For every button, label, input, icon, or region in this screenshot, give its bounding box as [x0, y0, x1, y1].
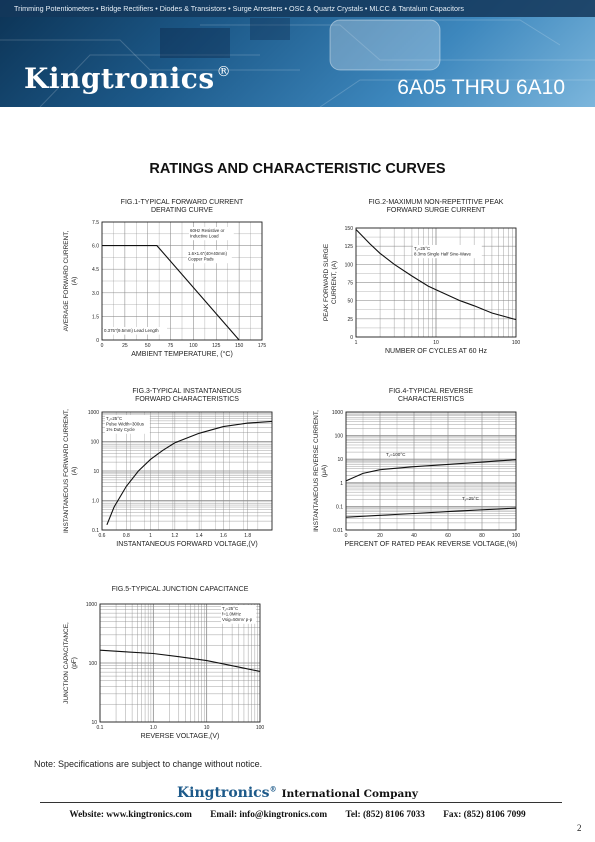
y-axis-label: AVERAGE FORWARD CURRENT, [63, 230, 70, 332]
y-tick-label: 100 [334, 433, 343, 440]
x-tick-label: 75 [167, 343, 174, 349]
annotation-text: 1% Duty Cycle [106, 427, 135, 433]
chart-fig3-forward [60, 384, 290, 556]
y-tick-label: 1.0 [92, 498, 99, 505]
y-axis-label: INSTANTANEOUS REVERSE CURRENT, [313, 410, 320, 532]
annotation-text: T⁁=25°C [106, 416, 123, 421]
annotation-text: f=1.0MHz [222, 611, 241, 617]
y-tick-label: 0.01 [333, 528, 343, 534]
annotation-text: 0.375"(9.5mm) Lead Length [104, 328, 159, 333]
footer-contact [0, 810, 595, 820]
grid [356, 228, 516, 337]
x-tick-label: 25 [122, 343, 128, 349]
x-tick-label: 60 [445, 533, 451, 539]
y-tick-label: 150 [344, 226, 353, 232]
footer-website[interactable]: Website: www.kingtronics.com [69, 810, 192, 820]
chart-title: FIG.3-TYPICAL INSTANTANEOUS [132, 388, 242, 395]
x-tick-label: 1 [149, 533, 152, 539]
header-banner [0, 0, 595, 107]
x-tick-label: 50 [144, 343, 151, 349]
y-axis-label: JUNCTION CAPACITANCE, [63, 622, 70, 704]
y-axis-label: (A) [71, 466, 78, 476]
footer-email[interactable]: Email: info@kingtronics.com [210, 810, 328, 820]
x-tick-label: 1.0 [149, 725, 157, 731]
y-tick-label: 100 [90, 439, 99, 446]
y-tick-label: 25 [347, 316, 353, 323]
y-tick-label: 3.0 [92, 290, 99, 297]
y-tick-label: 10 [93, 469, 99, 475]
kingtronics-logo: Kingtronics ® [24, 62, 232, 95]
y-tick-label: 0 [96, 338, 99, 344]
footer-company: International Company [281, 788, 418, 800]
x-tick-label: 100 [189, 343, 198, 349]
y-axis-label: CURRENT, (A) [331, 260, 338, 305]
chart-title: DERATING CURVE [151, 207, 213, 214]
y-axis-label: (pF) [71, 657, 78, 669]
x-tick-label: 0.1 [96, 725, 104, 731]
chart-title: FORWARD CHARACTERISTICS [135, 396, 239, 403]
series-line [100, 650, 260, 671]
chart-title: FIG.1-TYPICAL FORWARD CURRENT [120, 199, 244, 206]
y-tick-label: 100 [88, 661, 97, 667]
y-tick-label: 50 [347, 298, 353, 305]
x-tick-label: 1.6 [219, 533, 227, 539]
chart-fig4-reverse [310, 384, 535, 556]
y-axis-label: PEAK FORWARD SURGE [323, 243, 330, 322]
chart-fig2-surge [320, 195, 535, 360]
x-tick-label: 150 [234, 343, 244, 349]
annotation-text: T⁁=25°C [414, 246, 431, 251]
x-axis-label: NUMBER OF CYCLES AT 60 Hz [384, 348, 488, 355]
y-axis-label: (μA) [321, 464, 328, 478]
page-number: 2 [577, 823, 582, 833]
y-tick-label: 1.5 [92, 314, 99, 321]
series-label: T⁁=25°C [462, 496, 479, 501]
chart-fig1-derating [60, 195, 290, 360]
x-tick-label: 1.8 [244, 533, 252, 539]
grid [102, 222, 262, 340]
y-tick-label: 75 [347, 280, 353, 287]
y-tick-label: 125 [344, 244, 353, 251]
x-tick-label: 10 [433, 340, 439, 346]
y-tick-label: 6.0 [92, 243, 99, 250]
x-axis-label: AMBIENT TEMPERATURE, (°C) [131, 351, 233, 358]
annotation-text: 1.6×1.6"(40×40mm) [188, 251, 227, 256]
x-tick-label: 40 [411, 533, 417, 539]
chart-title: CHARACTERISTICS [397, 396, 465, 403]
x-tick-label: 1 [354, 340, 358, 346]
part-number: 6A05 THRU 6A10 [397, 76, 565, 99]
x-axis-label: PERCENT OF RATED PEAK REVERSE VOLTAGE,(%) [344, 541, 518, 548]
y-tick-label: 1000 [85, 602, 97, 608]
x-tick-label: 80 [479, 533, 485, 539]
chart-title: FIG.5-TYPICAL JUNCTION CAPACITANCE [111, 586, 249, 593]
x-tick-label: 100 [255, 725, 265, 731]
x-tick-label: 100 [511, 340, 521, 346]
y-tick-label: 1000 [331, 410, 343, 416]
chart-title: FORWARD SURGE CURRENT [386, 207, 486, 214]
annotation-text: Vsig=50mV p-p [222, 617, 253, 623]
footer-logo: Kingtronics® International Company [177, 784, 418, 801]
specification-note: Note: Specifications are subject to change without notice. [34, 759, 263, 769]
x-tick-label: 0.8 [122, 533, 130, 539]
x-tick-label: 0 [100, 343, 104, 349]
x-tick-label: 20 [377, 533, 383, 539]
x-tick-label: 10 [203, 725, 210, 731]
y-tick-label: 1 [340, 480, 343, 487]
page-title: RATINGS AND CHARACTERISTIC CURVES [149, 161, 446, 177]
y-tick-label: 0.1 [92, 528, 99, 534]
y-tick-label: 10 [91, 720, 97, 726]
x-tick-label: 1.4 [195, 533, 203, 539]
annotation-text: Pulse Width=300us [106, 421, 144, 427]
chart-title: FIG.4-TYPICAL REVERSE [388, 388, 474, 395]
y-tick-label: 1000 [87, 410, 99, 416]
chart-fig5-capacitance [60, 582, 285, 742]
chart-title: FIG.2-MAXIMUM NON-REPETITIVE PEAK [368, 199, 504, 206]
y-tick-label: 4.5 [92, 267, 99, 274]
annotation-text: 8.3ms Single Half Sine-Wave [414, 251, 471, 257]
y-axis-label: INSTANTANEOUS FORWARD CURRENT, [63, 409, 70, 533]
footer-fax: Fax: (852) 8106 7099 [443, 810, 526, 820]
product-category-bar: Trimming Potentiometers • Bridge Rectifiers • Diodes & Transistors • Surge Arresters • OSC & Quartz Crystals • MLCC & Tantalum Capacitors [0, 0, 595, 17]
y-tick-label: 0 [350, 335, 353, 341]
x-tick-label: 0.6 [98, 533, 106, 539]
x-tick-label: 1.2 [171, 533, 179, 539]
y-axis-label: (A) [71, 276, 78, 286]
y-tick-label: 0.1 [336, 504, 343, 511]
footer-divider [40, 802, 562, 803]
y-tick-label: 100 [344, 262, 353, 269]
x-tick-label: 100 [511, 533, 521, 539]
annotation-text: Inductive Load [190, 233, 219, 239]
annotation-text: 60Hz Resistive or [190, 228, 225, 233]
annotation-text: Copper Pads [188, 256, 214, 262]
y-tick-label: 10 [337, 457, 343, 464]
y-tick-label: 7.5 [92, 220, 99, 226]
series-label: T⁁=100°C [386, 452, 406, 457]
x-tick-label: 175 [257, 343, 267, 349]
x-tick-label: 125 [212, 343, 221, 349]
x-axis-label: REVERSE VOLTAGE,(V) [140, 733, 220, 740]
annotation-text: T⁁=25°C [222, 606, 239, 611]
footer-tel: Tel: (852) 8106 7033 [345, 810, 425, 820]
x-tick-label: 0 [344, 533, 348, 539]
x-axis-label: INSTANTANEOUS FORWARD VOLTAGE,(V) [116, 541, 258, 548]
